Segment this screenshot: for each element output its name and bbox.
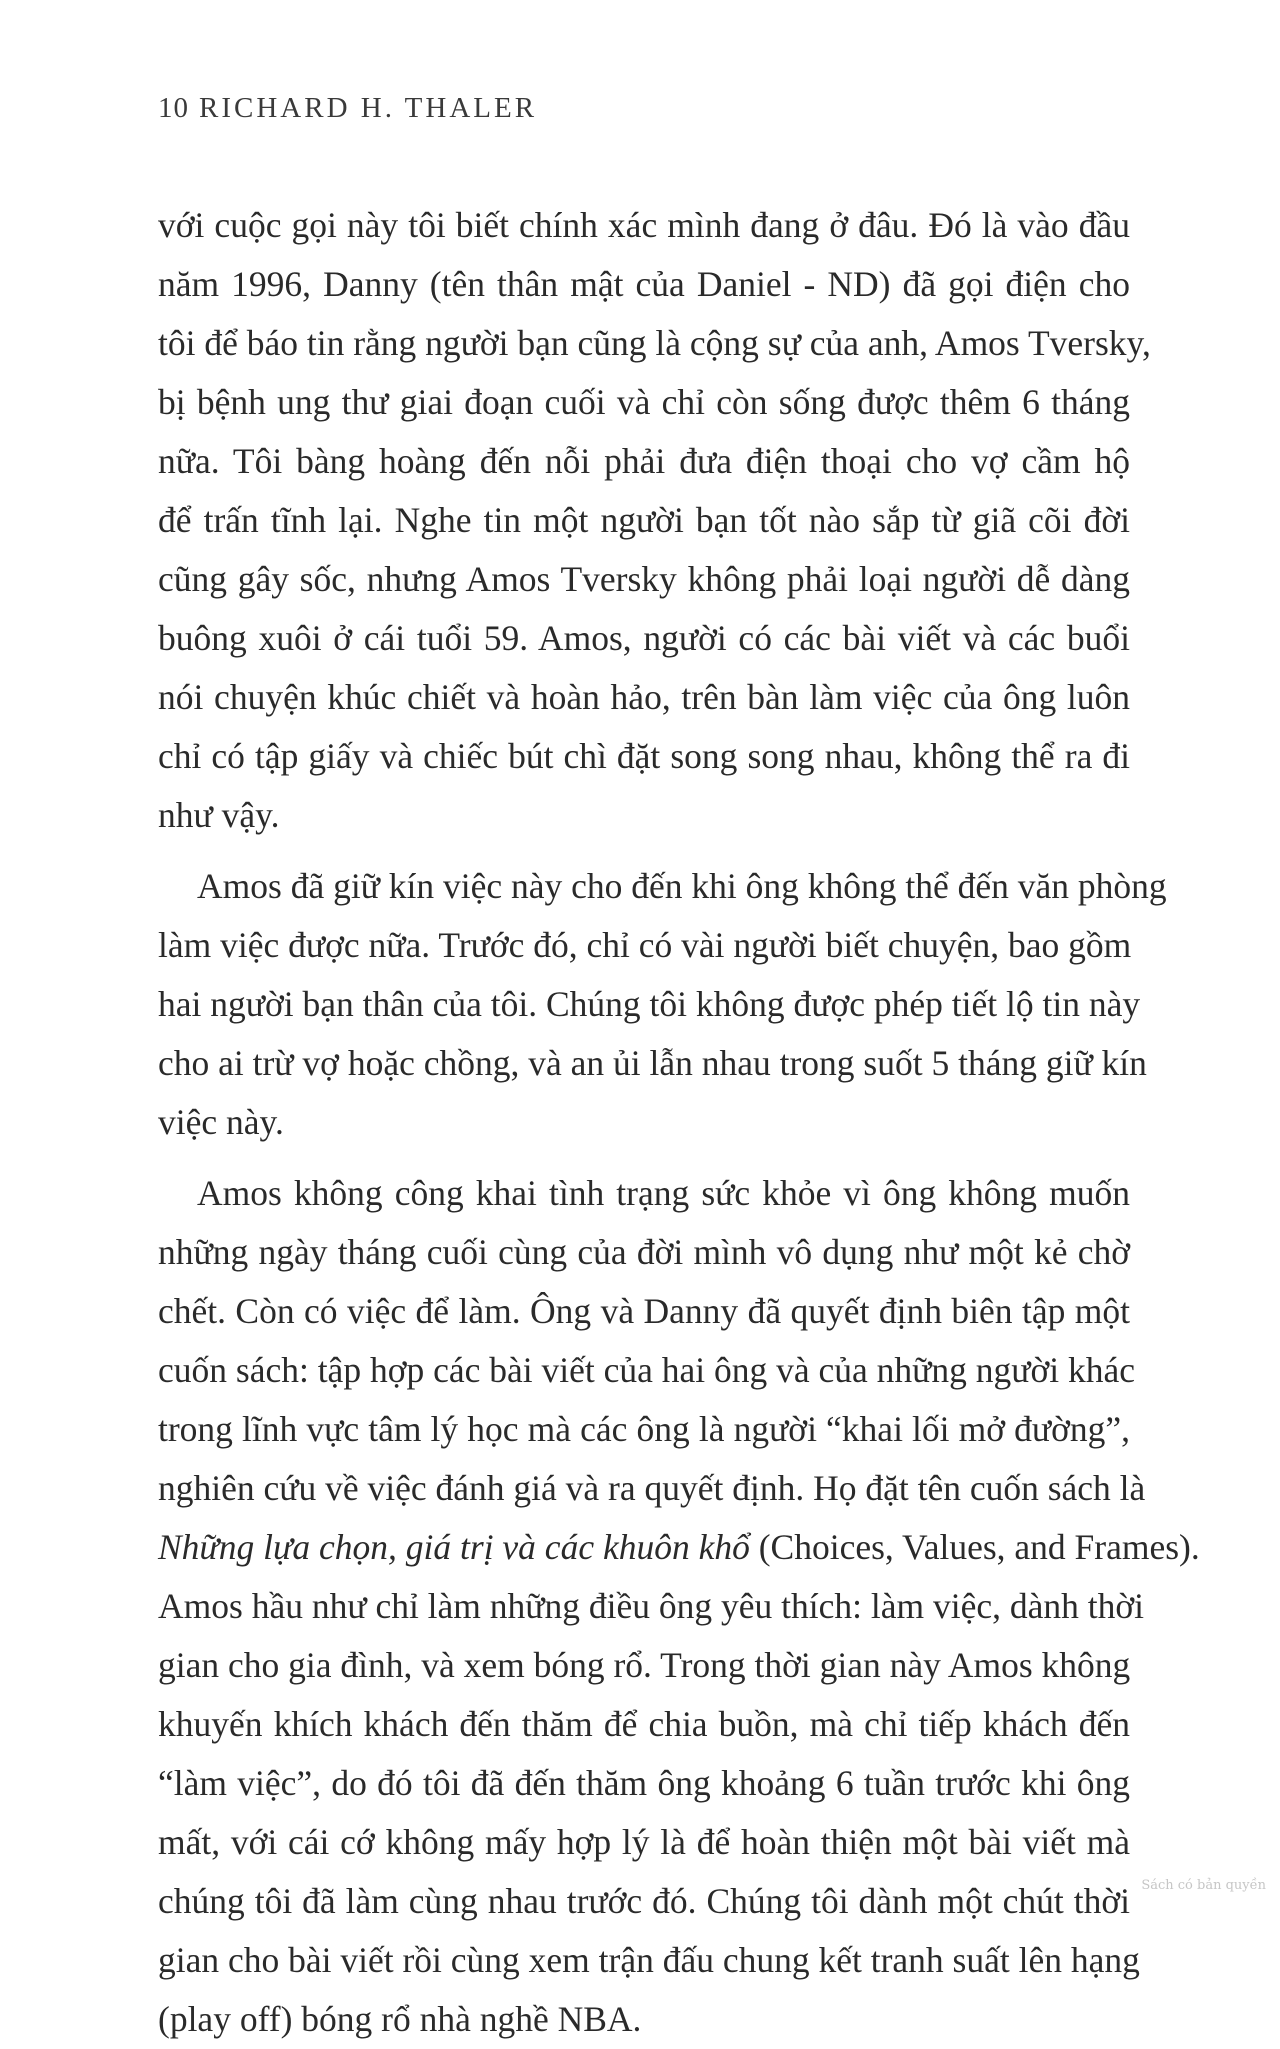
text-line: Amos không công khai tình trạng sức khỏe vì ông không muốn — [197, 1173, 1130, 1213]
text-line: gian cho gia đình, và xem bóng rổ. Trong thời gian này Amos không — [158, 1645, 1131, 1685]
text-line: (play off) bóng rổ nhà nghề NBA. — [158, 1999, 642, 2039]
text-line: nghiên cứu về việc đánh giá và ra quyết định. Họ đặt tên cuốn sách là — [158, 1468, 1146, 1508]
text-line: Amos hầu như chỉ làm những điều ông yêu thích: làm việc, dành thời — [158, 1586, 1144, 1626]
text-line: chúng tôi đã làm cùng nhau trước đó. Chúng tôi dành một chút thời — [158, 1881, 1130, 1921]
text-line: buông xuôi ở cái tuổi 59. Amos, người có các bài viết và các buổi — [158, 618, 1130, 658]
text-line: với cuộc gọi này tôi biết chính xác mình đang ở đâu. Đó là vào đầu — [158, 205, 1130, 245]
text-line: khuyến khích khách đến thăm để chia buồn, mà chỉ tiếp khách đến — [158, 1704, 1130, 1744]
author-name: RICHARD H. THALER — [199, 92, 538, 124]
book-title: Những lựa chọn, giá trị và các khuôn khổ — [158, 1527, 750, 1567]
text-line: hai người bạn thân của tôi. Chúng tôi không được phép tiết lộ tin này — [158, 984, 1141, 1024]
text-line: trong lĩnh vực tâm lý học mà các ông là người “khai lối mở đường”, — [158, 1409, 1130, 1449]
text-line: mất, với cái cớ không mấy hợp lý là để hoàn thiện một bài viết mà — [158, 1822, 1130, 1862]
text-line: năm 1996, Danny (tên thân mật của Daniel - ND) đã gọi điện cho — [158, 264, 1130, 304]
page-number: 10 — [158, 92, 189, 124]
text-line: những ngày tháng cuối cùng của đời mình vô dụng như một kẻ chờ — [158, 1232, 1130, 1272]
text-line: “làm việc”, do đó tôi đã đến thăm ông khoảng 6 tuần trước khi ông — [158, 1763, 1130, 1803]
text-line: chỉ có tập giấy và chiếc bút chì đặt song song nhau, không thể ra đi — [158, 736, 1130, 776]
book-title-suffix: (Choices, Values, and Frames). — [749, 1527, 1200, 1567]
text-line: nói chuyện khúc chiết và hoàn hảo, trên bàn làm việc của ông luôn — [158, 677, 1130, 717]
copyright-watermark: Sách có bản quyền — [1141, 1878, 1266, 1893]
running-head — [158, 92, 537, 125]
body-text — [158, 196, 1200, 2049]
text-line: gian cho bài viết rồi cùng xem trận đấu chung kết tranh suất lên hạng — [158, 1940, 1140, 1980]
paragraph — [158, 1164, 1200, 2049]
text-line: cuốn sách: tập hợp các bài viết của hai ông và của những người khác — [158, 1350, 1135, 1390]
paragraph-gap — [158, 845, 1130, 857]
text-line: chết. Còn có việc để làm. Ông và Danny đã quyết định biên tập một — [158, 1291, 1130, 1331]
text-line: nữa. Tôi bàng hoàng đến nỗi phải đưa điện thoại cho vợ cầm hộ — [158, 441, 1130, 481]
text-line: Amos đã giữ kín việc này cho đến khi ông không thể đến văn phòng — [197, 866, 1167, 906]
paragraph-gap — [158, 1152, 1130, 1164]
text-line: bị bệnh ung thư giai đoạn cuối và chỉ còn sống được thêm 6 tháng — [158, 382, 1130, 422]
text-line: việc này. — [158, 1102, 284, 1142]
text-line: tôi để báo tin rằng người bạn cũng là cộng sự của anh, Amos Tversky, — [158, 323, 1151, 363]
paragraph — [158, 857, 1167, 1152]
text-line: cho ai trừ vợ hoặc chồng, và an ủi lẫn nhau trong suốt 5 tháng giữ kín — [158, 1043, 1147, 1083]
text-line: cũng gây sốc, nhưng Amos Tversky không phải loại người dễ dàng — [158, 559, 1130, 599]
text-line-with-title — [158, 1518, 1200, 1577]
text-line: như vậy. — [158, 795, 280, 835]
text-line: để trấn tĩnh lại. Nghe tin một người bạn tốt nào sắp từ giã cõi đời — [158, 500, 1130, 540]
paragraph — [158, 196, 1151, 845]
text-line: làm việc được nữa. Trước đó, chỉ có vài người biết chuyện, bao gồm — [158, 925, 1132, 965]
